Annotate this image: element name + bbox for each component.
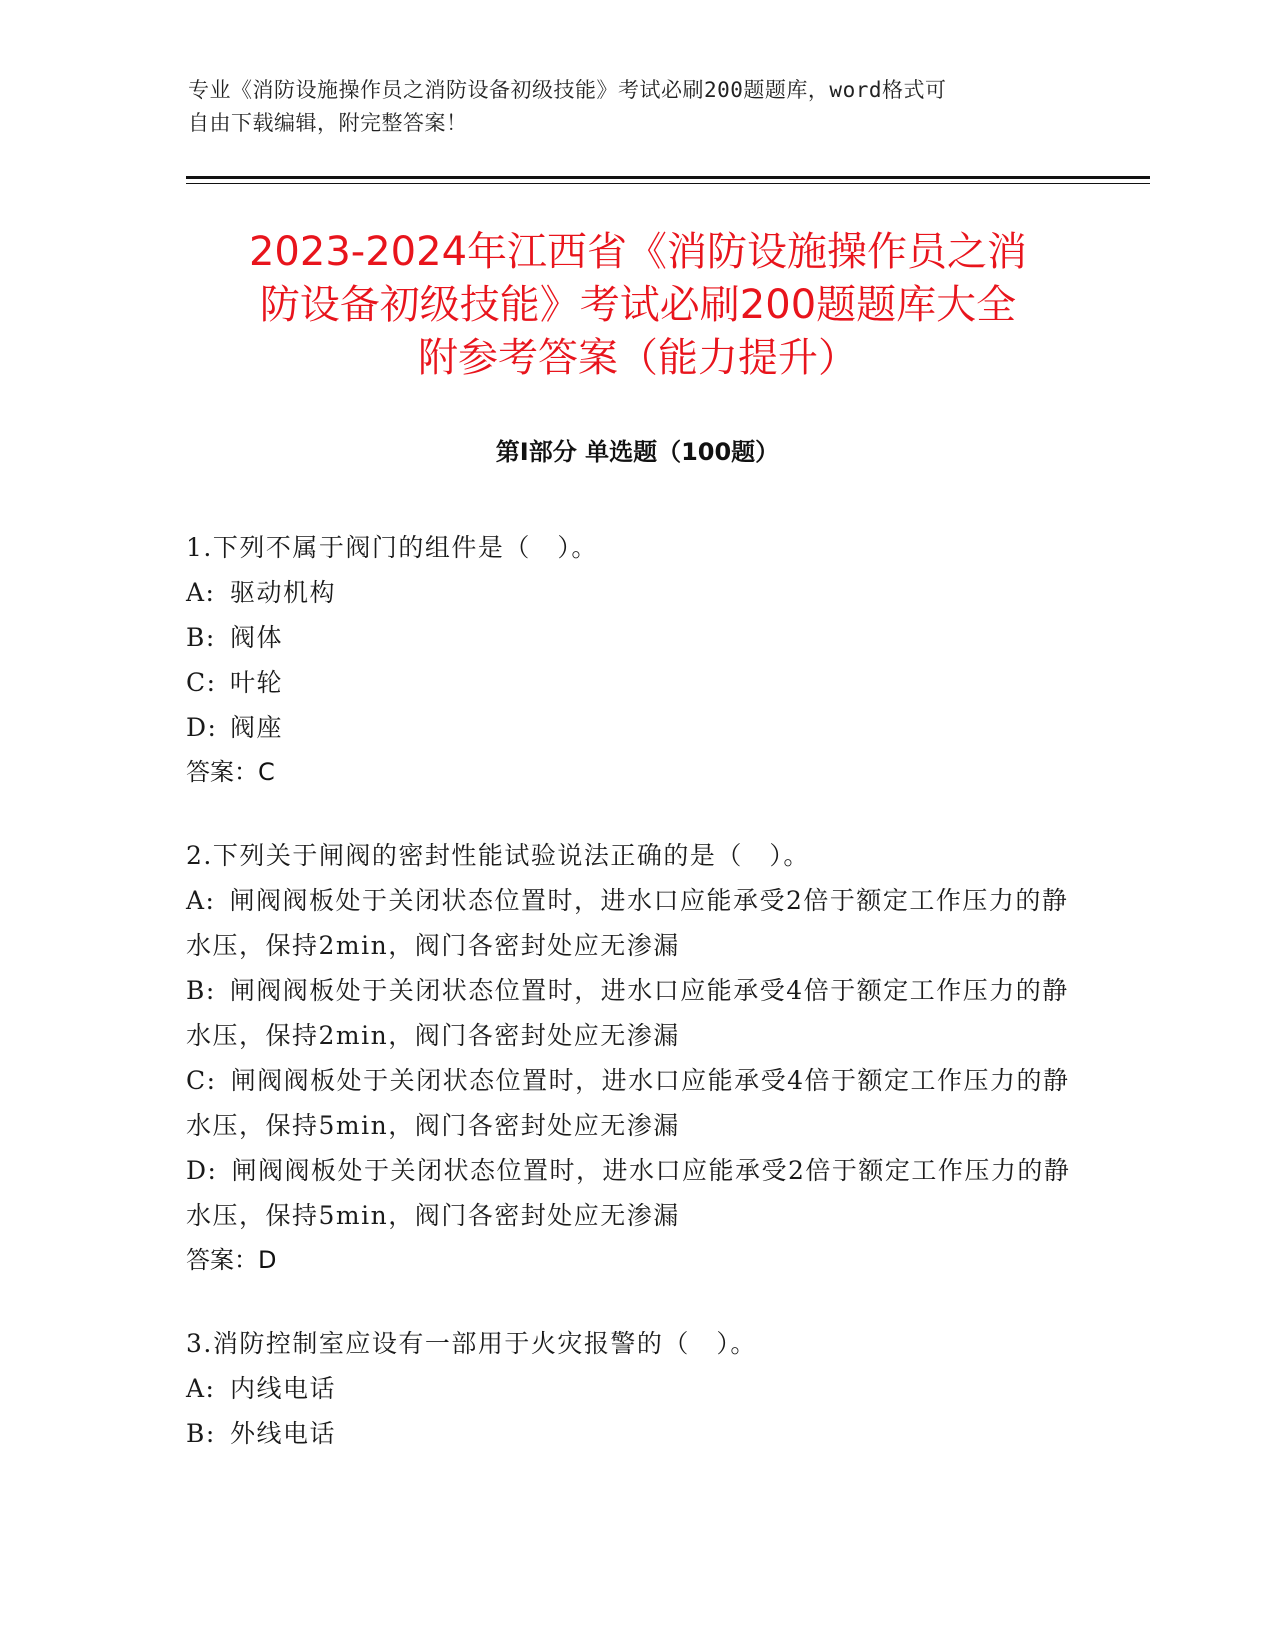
option-c (186, 1058, 1086, 1148)
question-list (186, 525, 1086, 1494)
option-letter: B: (186, 976, 216, 1005)
option-text: 阀体 (230, 623, 284, 652)
question-2 (186, 833, 1086, 1283)
option-letter: B: (186, 623, 216, 652)
option-text: 外线电话 (230, 1419, 337, 1448)
header-rule-thin (186, 183, 1150, 184)
document-title-line-3: 附参考答案（能力提升） (418, 335, 858, 381)
option-c (186, 660, 1086, 705)
option-letter: C: (186, 1066, 217, 1095)
answer-label: 答案：C (186, 758, 275, 786)
header-note (188, 74, 1068, 140)
option-b (186, 1411, 1086, 1456)
option-text: 内线电话 (230, 1374, 337, 1403)
option-text: 叶轮 (230, 668, 284, 697)
document-title-line-1: 2023-2024年江西省《消防设施操作员之消 (248, 229, 1028, 275)
answer-label: 答案：D (186, 1246, 277, 1274)
question-1 (186, 525, 1086, 795)
document-title-line-2: 防设备初级技能》考试必刷200题题库大全 (259, 282, 1017, 328)
question-stem: 2.下列关于闸阀的密封性能试验说法正确的是（ ）。 (186, 841, 810, 870)
option-b (186, 615, 1086, 660)
section-title: 第Ⅰ部分 单选题（100题） (495, 438, 780, 466)
question-3 (186, 1321, 1086, 1456)
option-a (186, 878, 1086, 968)
document-title (180, 226, 1096, 385)
option-d (186, 1148, 1086, 1238)
option-a (186, 570, 1086, 615)
option-letter: A: (186, 1374, 216, 1403)
option-text: 驱动机构 (230, 578, 337, 607)
option-letter: C: (186, 668, 217, 697)
header-rule-thick (186, 176, 1150, 179)
option-letter: A: (186, 886, 216, 915)
option-text: 闸阀阀板处于关闭状态位置时，进水口应能承受4倍于额定工作压力的静水压，保持5min，阀门各密封处应无渗漏 (186, 1066, 1070, 1140)
option-d (186, 705, 1086, 750)
option-letter: A: (186, 578, 216, 607)
header-note-line-1: 专业《消防设施操作员之消防设备初级技能》考试必刷200题题库，word格式可 (188, 78, 947, 102)
option-letter: D: (186, 1156, 218, 1185)
option-b (186, 968, 1086, 1058)
option-text: 闸阀阀板处于关闭状态位置时，进水口应能承受4倍于额定工作压力的静水压，保持2min，阀门各密封处应无渗漏 (186, 976, 1069, 1050)
question-stem: 3.消防控制室应设有一部用于火灾报警的（ ）。 (186, 1329, 757, 1358)
option-letter: D: (186, 713, 218, 742)
option-text: 闸阀阀板处于关闭状态位置时，进水口应能承受2倍于额定工作压力的静水压，保持2min，阀门各密封处应无渗漏 (186, 886, 1069, 960)
header-note-line-2: 自由下载编辑，附完整答案！ (188, 111, 468, 135)
question-stem: 1.下列不属于阀门的组件是（ ）。 (186, 533, 598, 562)
option-a (186, 1366, 1086, 1411)
option-text: 闸阀阀板处于关闭状态位置时，进水口应能承受2倍于额定工作压力的静水压，保持5min，阀门各密封处应无渗漏 (186, 1156, 1071, 1230)
option-letter: B: (186, 1419, 216, 1448)
option-text: 阀座 (230, 713, 284, 742)
